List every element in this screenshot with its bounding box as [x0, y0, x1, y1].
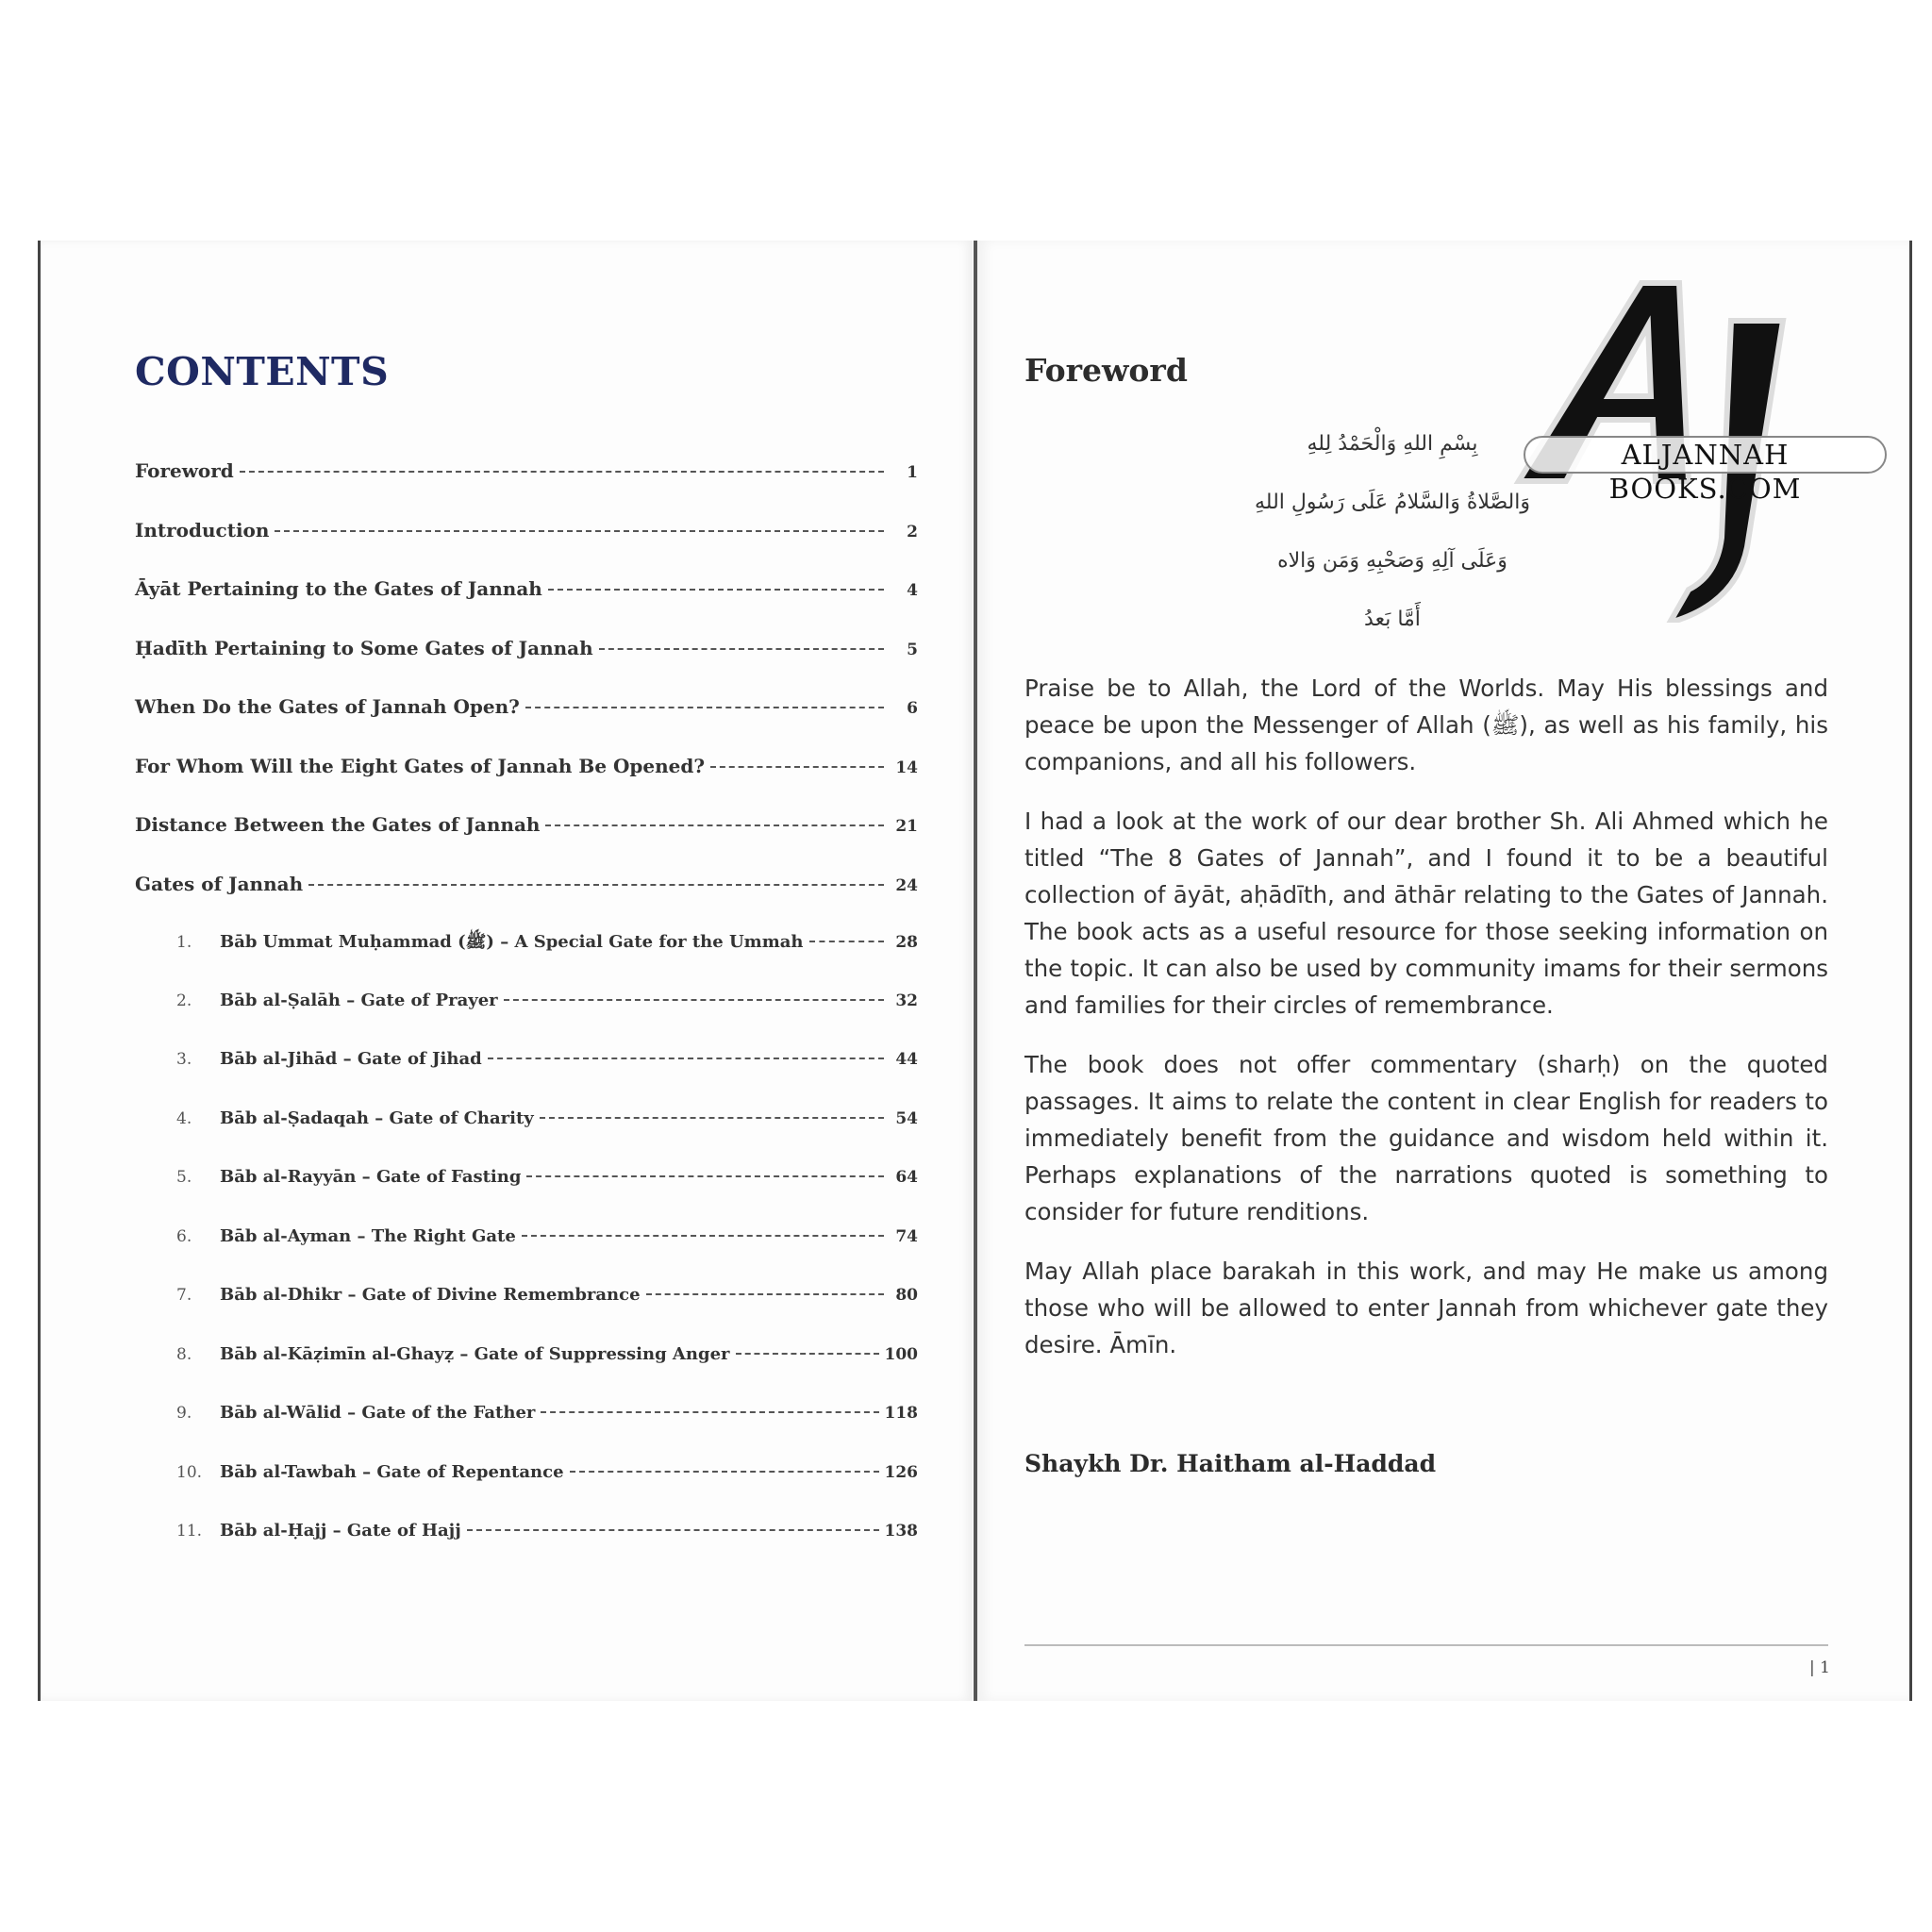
toc-entry [135, 755, 918, 814]
dot-leader [308, 884, 884, 886]
toc-entry-page: 1 [907, 463, 918, 482]
foreword-paragraph: I had a look at the work of our dear brother Sh. Ali Ahmed which he titled “The 8 Gates of Jannah”, and I found it to be a beautiful collection of āyāt, aḥādīth, and āthār relating to the Gates of Jannah. The book acts as a useful resource for those seeking information on the topic. It can also be used by community imams for their sermons and families for their circles of remembrance. [1024, 808, 1828, 1019]
toc-subentry [135, 931, 918, 991]
toc-entry-label: Gates of Jannah [135, 872, 304, 895]
dot-leader [467, 1529, 879, 1531]
arabic-line: وَعَلَى آلِهِ وَصَحْبِهِ وَمَن وَالاه [1277, 549, 1507, 573]
toc-subentry [135, 1521, 918, 1580]
toc-entry-label: Āyāt Pertaining to the Gates of Jannah [135, 577, 542, 600]
toc-entry [135, 695, 918, 755]
dot-leader [646, 1293, 884, 1295]
toc-subentry-page: 126 [884, 1462, 918, 1482]
watermark-text: ALJANNAH BOOKS.COM [1524, 436, 1887, 474]
toc-subentry-page: 138 [884, 1522, 918, 1541]
toc-subentry-page: 74 [895, 1226, 918, 1246]
toc-subentry [135, 1108, 918, 1168]
dot-leader [540, 1117, 884, 1119]
toc-subentry-label: Bāb al-Wālid – Gate of the Father [220, 1403, 536, 1423]
toc-entry [135, 577, 918, 637]
toc-subentry-number: 3. [176, 1050, 192, 1069]
toc-subentry [135, 1167, 918, 1226]
table-of-contents [135, 459, 918, 1580]
toc-subentry-number: 7. [176, 1286, 192, 1305]
toc-subentry-page: 80 [895, 1286, 918, 1305]
toc-subentry-page: 100 [884, 1344, 918, 1364]
foreword-paragraph: The book does not offer commentary (sharḥ) on the quoted passages. It aims to relate the content in clear English for readers to immediately benefit from the guidance and wisdom held within it. Perhaps explanations of the narrations quoted is something to consider for future renditions. [1024, 1051, 1828, 1225]
foreword-paragraph: May Allah place barakah in this work, and may He make us among those who will be allowed to enter Jannah from whichever gate they desire. Āmīn. [1024, 1257, 1828, 1358]
dot-leader [526, 1175, 884, 1177]
toc-entry [135, 873, 918, 932]
arabic-line: وَالصَّلاةُ وَالسَّلامُ عَلَى رَسُولِ اللهِ [1254, 491, 1530, 514]
toc-entry-label: Distance Between the Gates of Jannah [135, 813, 541, 836]
toc-entry-page: 14 [895, 758, 918, 777]
toc-subentry-number: 1. [176, 933, 192, 952]
author-signature: Shaykh Dr. Haitham al-Haddad [1024, 1450, 1437, 1477]
toc-subentry [135, 1403, 918, 1462]
toc-subentry-page: 32 [895, 991, 918, 1010]
toc-subentry-page: 118 [884, 1404, 918, 1423]
footer-divider [1024, 1644, 1828, 1646]
toc-subentry-number: 9. [176, 1404, 192, 1423]
toc-subentry [135, 1285, 918, 1344]
toc-subentry-number: 10. [176, 1462, 203, 1482]
toc-entry [135, 519, 918, 578]
toc-subentry-number: 4. [176, 1108, 192, 1128]
toc-entry-label: Ḥadīth Pertaining to Some Gates of Jannah [135, 636, 593, 659]
toc-subentry-page: 64 [895, 1168, 918, 1187]
toc-subentry [135, 1049, 918, 1108]
arabic-line: أَمَّا بَعدُ [1364, 608, 1421, 631]
toc-subentry-label: Bāb al-Rayyān – Gate of Fasting [220, 1167, 522, 1187]
toc-entry-label: When Do the Gates of Jannah Open? [135, 695, 520, 718]
page-number: | 1 [1809, 1658, 1830, 1677]
toc-subentry-page: 54 [895, 1108, 918, 1128]
toc-subentry-label: Bāb al-Ṣalāh – Gate of Prayer [220, 990, 498, 1010]
toc-subentry-label: Bāb Ummat Muḥammad (ﷺ) – A Special Gate for the Ummah [220, 932, 804, 952]
toc-subentry-number: 5. [176, 1168, 192, 1187]
toc-subentry-label: Bāb al-Kāẓimīn al-Ghayẓ – Gate of Suppressing Anger [220, 1343, 730, 1364]
toc-entry-page: 5 [907, 640, 918, 659]
dot-leader [545, 824, 884, 826]
toc-entry-page: 4 [907, 581, 918, 600]
toc-subentry [135, 1462, 918, 1522]
toc-entry-page: 6 [907, 699, 918, 718]
foreword-title: Foreword [1024, 352, 1188, 389]
toc-entry-page: 2 [907, 522, 918, 541]
toc-subentry-label: Bāb al-Jihād – Gate of Jihad [220, 1049, 482, 1069]
toc-entry [135, 813, 918, 873]
toc-entry-label: For Whom Will the Eight Gates of Jannah Be Opened? [135, 754, 706, 777]
toc-entry-label: Foreword [135, 459, 234, 482]
dot-leader [275, 530, 884, 532]
toc-subentry [135, 1344, 918, 1404]
toc-subentry-label: Bāb al-Tawbah – Gate of Repentance [220, 1461, 564, 1482]
toc-subentry-label: Bāb al-Dhikr – Gate of Divine Remembrance [220, 1285, 641, 1305]
toc-subentry-number: 2. [176, 991, 192, 1010]
dot-leader [570, 1471, 879, 1473]
toc-subentry [135, 1226, 918, 1286]
toc-subentry-page: 44 [895, 1050, 918, 1069]
dot-leader [599, 648, 884, 650]
toc-subentry-number: 6. [176, 1226, 192, 1246]
toc-subentry-number: 11. [176, 1522, 203, 1541]
contents-page [38, 241, 973, 1701]
dot-leader [809, 941, 884, 942]
toc-entry-page: 24 [895, 875, 918, 895]
foreword-body [1024, 670, 1828, 1386]
arabic-line: بِسْمِ اللهِ وَالْحَمْدُ لِلهِ [1307, 432, 1478, 456]
toc-entry [135, 637, 918, 696]
toc-subentry-number: 8. [176, 1344, 192, 1364]
dot-leader [504, 999, 884, 1001]
toc-subentry-label: Bāb al-Ṣadaqah – Gate of Charity [220, 1108, 534, 1128]
dot-leader [488, 1058, 884, 1059]
foreword-paragraph: Praise be to Allah, the Lord of the Worlds. May His blessings and peace be upon the Messenger of Allah (ﷺ), as well as his family, his companions, and all his followers. [1024, 675, 1828, 775]
dot-leader [240, 471, 884, 473]
dot-leader [736, 1353, 879, 1355]
toc-entry-page: 21 [895, 817, 918, 836]
toc-entry-label: Introduction [135, 518, 270, 541]
toc-subentry-label: Bāb al-Ayman – The Right Gate [220, 1225, 516, 1246]
dot-leader [541, 1411, 878, 1413]
toc-subentry-label: Bāb al-Ḥajj – Gate of Hajj [220, 1521, 461, 1541]
toc-subentry-page: 28 [895, 933, 918, 952]
dot-leader [525, 707, 884, 708]
dot-leader [522, 1235, 884, 1237]
dot-leader [548, 589, 884, 591]
toc-subentry [135, 991, 918, 1050]
contents-title: CONTENTS [135, 349, 390, 394]
toc-entry [135, 459, 918, 519]
dot-leader [710, 766, 884, 768]
